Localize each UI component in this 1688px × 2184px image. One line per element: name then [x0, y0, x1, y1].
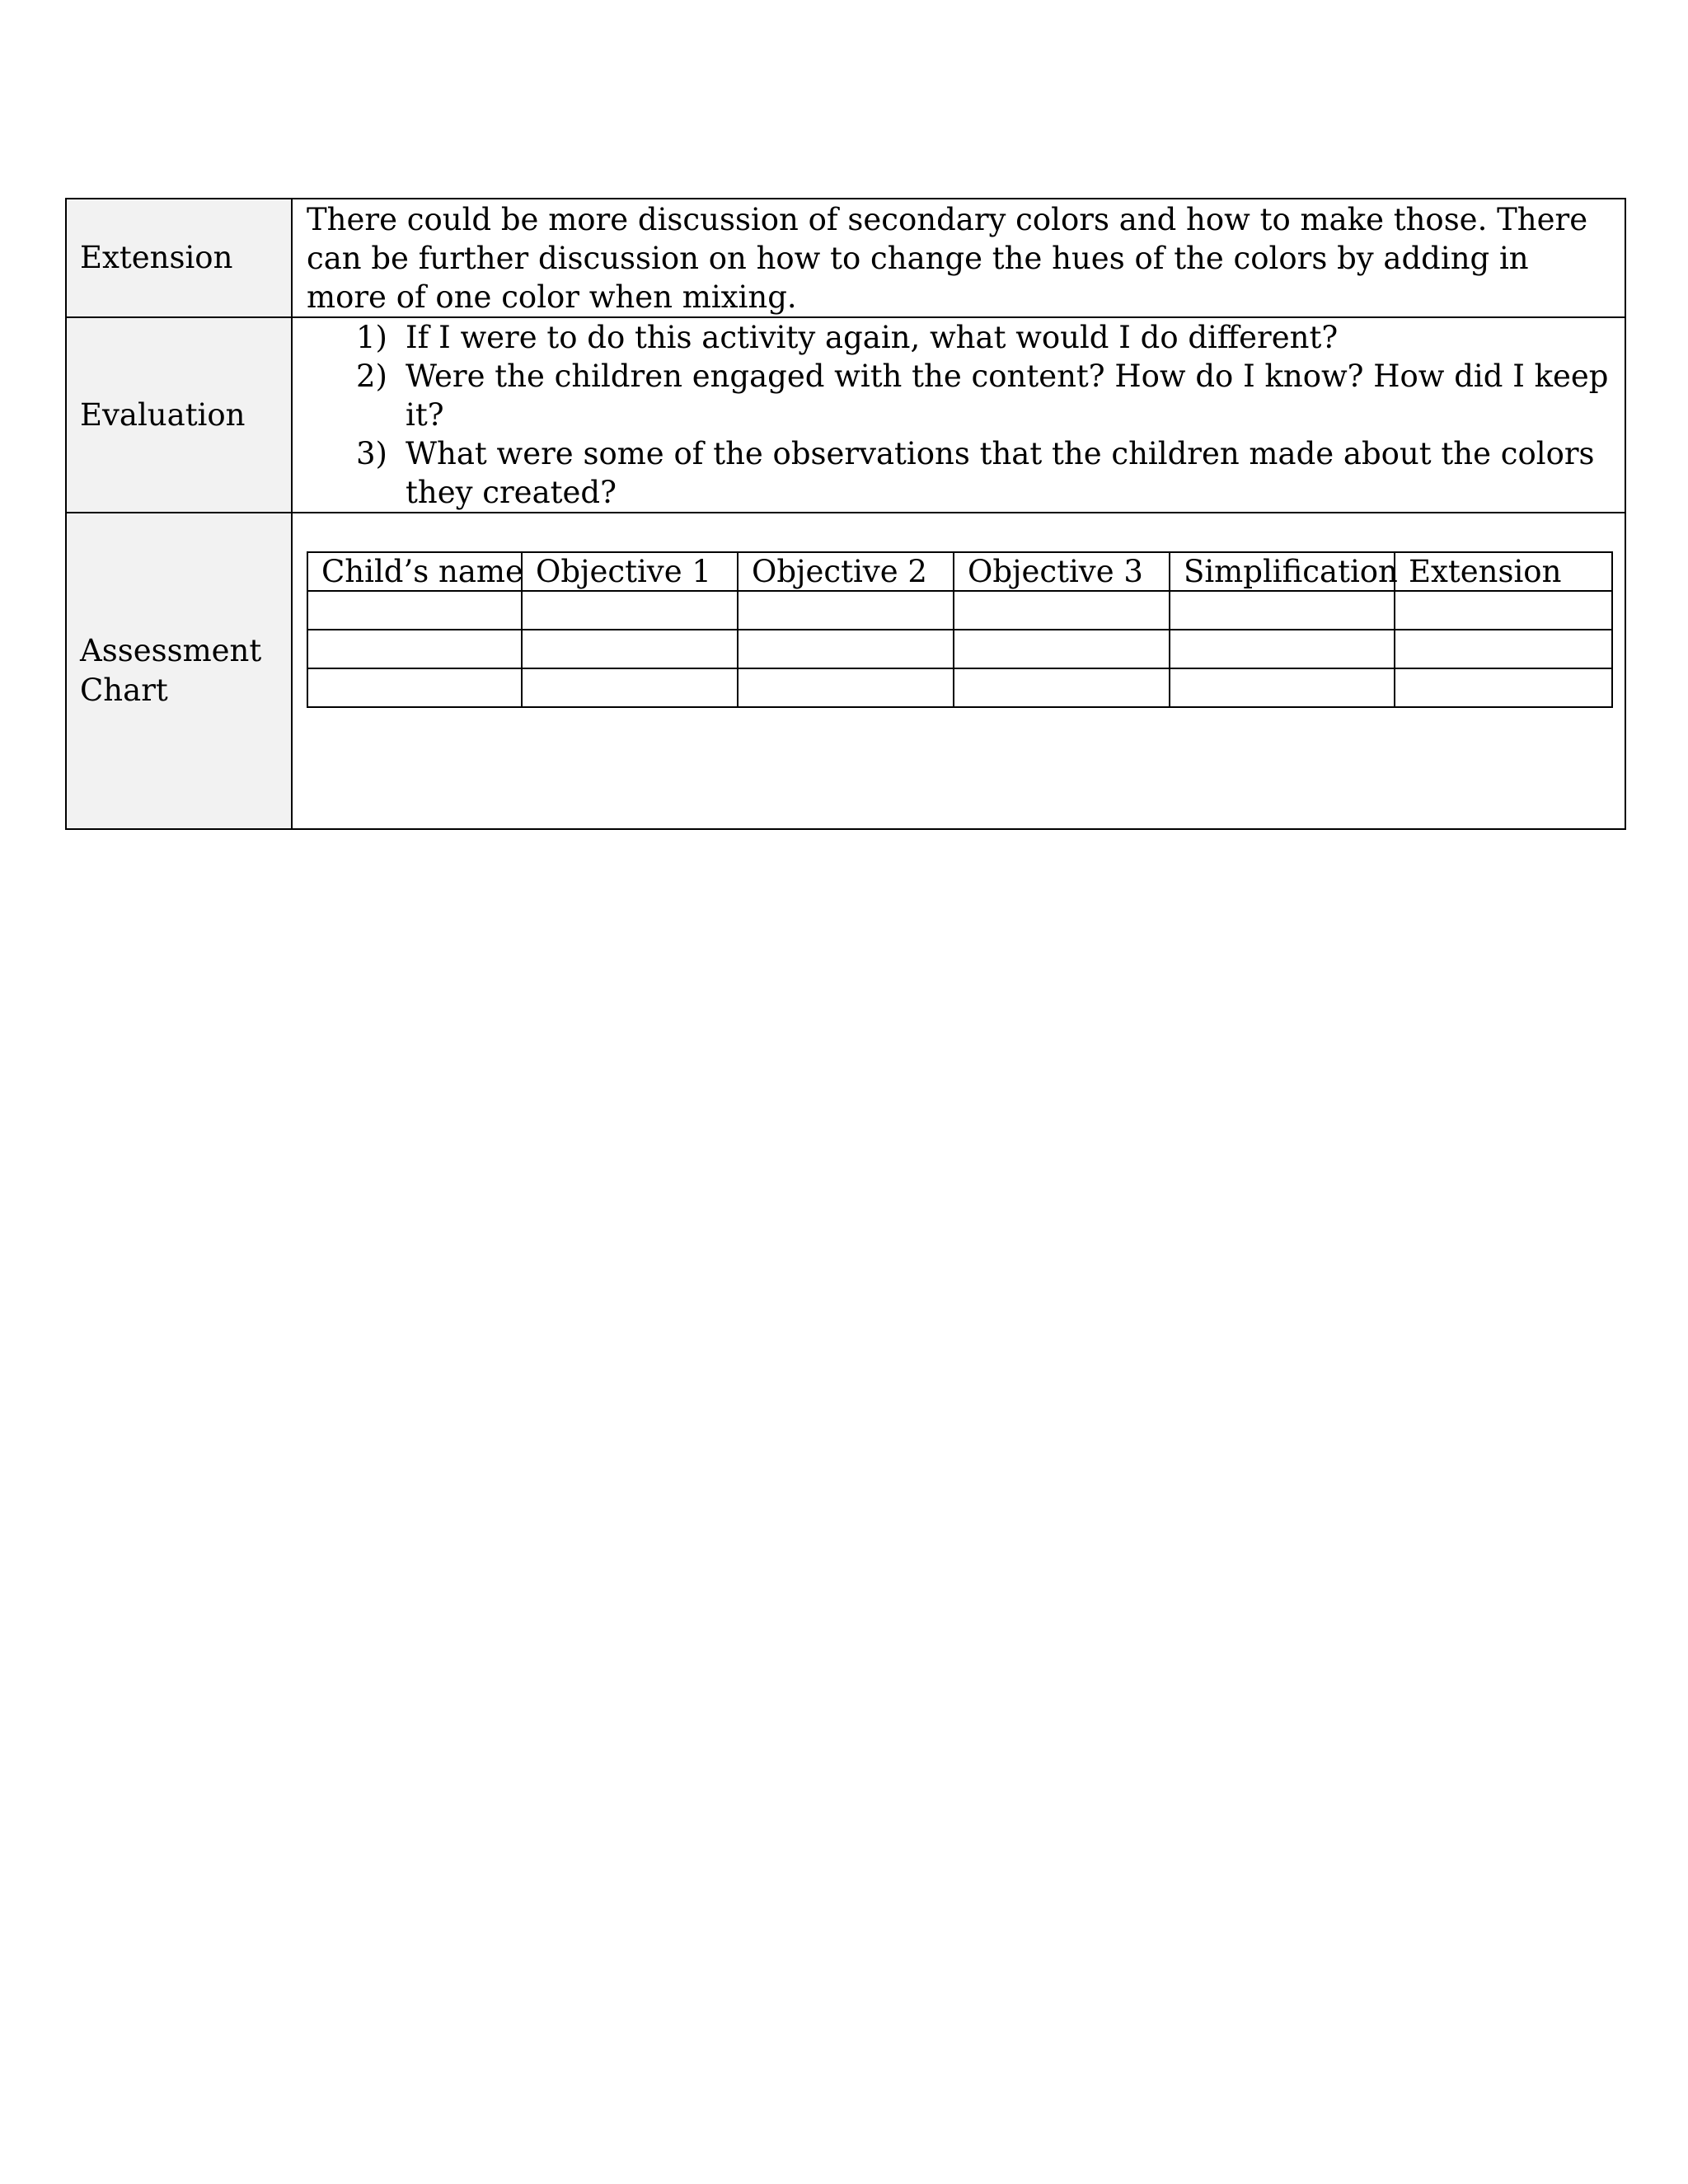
evaluation-row [66, 317, 1625, 513]
evaluation-item [307, 434, 1611, 512]
assessment-header-row [307, 552, 1612, 591]
table-cell [522, 630, 738, 668]
table-cell [954, 591, 1170, 630]
table-cell [1170, 668, 1395, 707]
table-cell [1395, 630, 1612, 668]
evaluation-label: Evaluation [66, 317, 292, 513]
column-header: Objective 2 [738, 552, 954, 591]
assessment-label [66, 513, 292, 829]
evaluation-item-text: Were the children engaged with the content? How do I know? How did I keep it? [406, 359, 1609, 433]
evaluation-item-number: 1) [356, 320, 387, 355]
column-header: Child’s name [307, 552, 522, 591]
table-row [307, 630, 1612, 668]
table-cell [738, 591, 954, 630]
assessment-content [292, 513, 1625, 829]
assessment-label-line: Chart [80, 673, 168, 708]
column-header: Objective 1 [522, 552, 738, 591]
lesson-plan-table [65, 198, 1626, 830]
table-cell [1170, 630, 1395, 668]
assessment-label-line: Assessment [80, 633, 262, 668]
table-cell [738, 630, 954, 668]
table-row [307, 668, 1612, 707]
table-cell [522, 591, 738, 630]
evaluation-item-number: 2) [356, 359, 387, 394]
table-cell [1395, 668, 1612, 707]
table-cell [307, 591, 522, 630]
table-cell [522, 668, 738, 707]
extension-label: Extension [66, 199, 292, 317]
extension-content [292, 199, 1625, 317]
column-header: Simplification [1170, 552, 1395, 591]
column-header: Extension [1395, 552, 1612, 591]
table-cell [954, 630, 1170, 668]
extension-text: There could be more discussion of secondary colors and how to make those. There can be further discussion on how to change the hues of the colors by adding in more of one color when mixing. [307, 202, 1588, 315]
evaluation-content [292, 317, 1625, 513]
evaluation-list [307, 318, 1611, 512]
table-cell [954, 668, 1170, 707]
evaluation-item-text: What were some of the observations that the children made about the colors they created? [406, 436, 1595, 510]
assessment-row [66, 513, 1625, 829]
evaluation-item [307, 357, 1611, 434]
evaluation-item-text: If I were to do this activity again, what would I do different? [406, 320, 1339, 355]
extension-row [66, 199, 1625, 317]
assessment-chart-table [307, 551, 1613, 708]
table-cell [307, 668, 522, 707]
table-cell [1170, 591, 1395, 630]
table-row [307, 591, 1612, 630]
table-cell [1395, 591, 1612, 630]
column-header: Objective 3 [954, 552, 1170, 591]
table-cell [738, 668, 954, 707]
evaluation-item [307, 318, 1611, 357]
evaluation-item-number: 3) [356, 436, 387, 471]
table-cell [307, 630, 522, 668]
